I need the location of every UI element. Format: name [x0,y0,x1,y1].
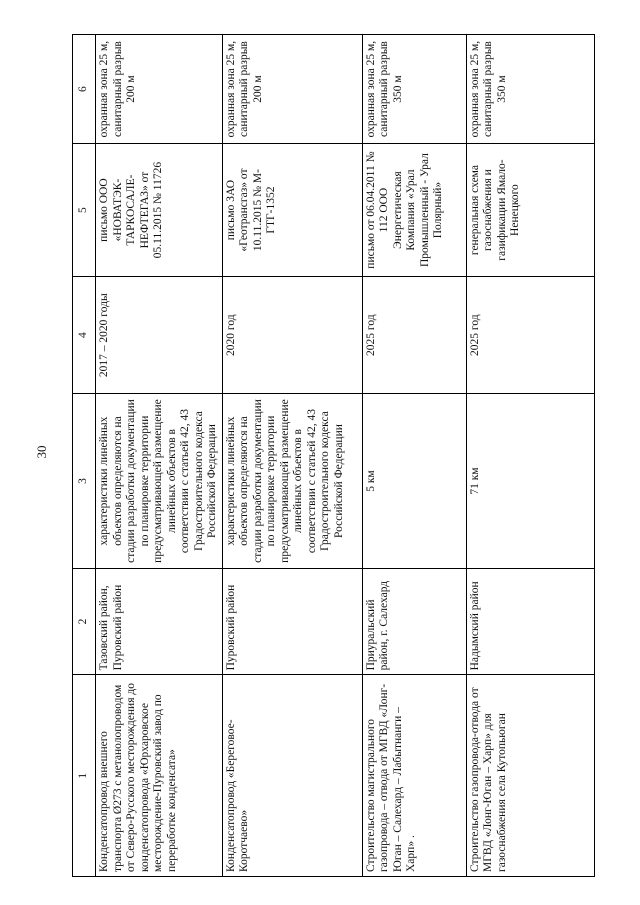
district-cell: Приуральский район, г. Салехард [362,568,466,675]
characteristics-cell: характеристики линейных объектов определяются на стадии разработки документации по планировке территории предусматривающей размещение линейных объектов в соответствии с статьей 42, 43 Градостроительного кодекса Российской Федерации [222,394,362,568]
zone-cell: охранная зона 25 м, санитарный разрыв 350 м [362,35,466,144]
object-name-cell: Конденсатопровод «Береговое-Коротчаево» [222,675,362,877]
basis-cell: письмо ЗАО «Геотрансгаз» от 10.11.2015 № М-ГТГ-1352 [222,144,362,277]
page-number: 30 [34,445,49,459]
characteristics-cell: 5 км [362,394,466,568]
table-row [222,35,362,877]
column-number: 3 [73,394,96,568]
table-row [466,35,594,877]
district-cell: Пуровский район [222,568,362,675]
column-number: 6 [73,35,96,144]
column-number: 5 [73,144,96,277]
district-cell: Надымский район [466,568,594,675]
column-number: 4 [73,276,96,393]
zone-cell: охранная зона 25 м, санитарный разрыв 350 м [466,35,594,144]
column-number: 2 [73,568,96,675]
basis-cell: генеральная схема газоснабжения и газификации Ямало-Ненецкого [466,144,594,277]
period-cell: 2020 год [222,276,362,393]
object-name-cell: Строительство магистрального газопровода – отвода от МГВД «Лонг-Юган – Салехард – Лабытнанги – Харп» . [362,675,466,877]
gas-pipeline-table [72,34,595,877]
characteristics-cell: 71 км [466,394,594,568]
district-cell: Тазовский район, Пуровский район [96,568,223,675]
table-row [362,35,466,877]
column-number: 1 [73,675,96,877]
rotated-table-container [72,34,582,877]
zone-cell: охранная зона 25 м, санитарный разрыв 200 м [222,35,362,144]
period-cell: 2025 год [362,276,466,393]
table-row [96,35,223,877]
basis-cell: письмо от 06.04.2011 № 112 ООО Энергетическая Компания «Урал Промышленный - Урал Полярный» [362,144,466,277]
object-name-cell: Строительство газопровода-отвода от МГВД «Лонг-Юган – Харп» для газоснабжения села Кутопьюган [466,675,594,877]
basis-cell: письмо ООО «НОВАТЭК-ТАРКОСАЛЕ-НЕФТЕГАЗ» от 05.11.2015 № 11726 [96,144,223,277]
table-header-row [73,35,96,877]
period-cell: 2017 – 2020 годы [96,276,223,393]
period-cell: 2025 год [466,276,594,393]
characteristics-cell: характеристики линейных объектов определяются на стадии разработки документации по планировке территории предусматривающей размещение линейных объектов в соответствии с статьей 42, 43 Градостроительного кодекса Российской Федерации [96,394,223,568]
object-name-cell: Конденсатопровод внешнего транспорта Ø273 с метанолопроводом от Северо-Русского месторождения до конденсатопровода «Юрхаровское месторождение-Пуровский завод по переработке конденсата» [96,675,223,877]
zone-cell: охранная зона 25 м, санитарный разрыв 200 м [96,35,223,144]
